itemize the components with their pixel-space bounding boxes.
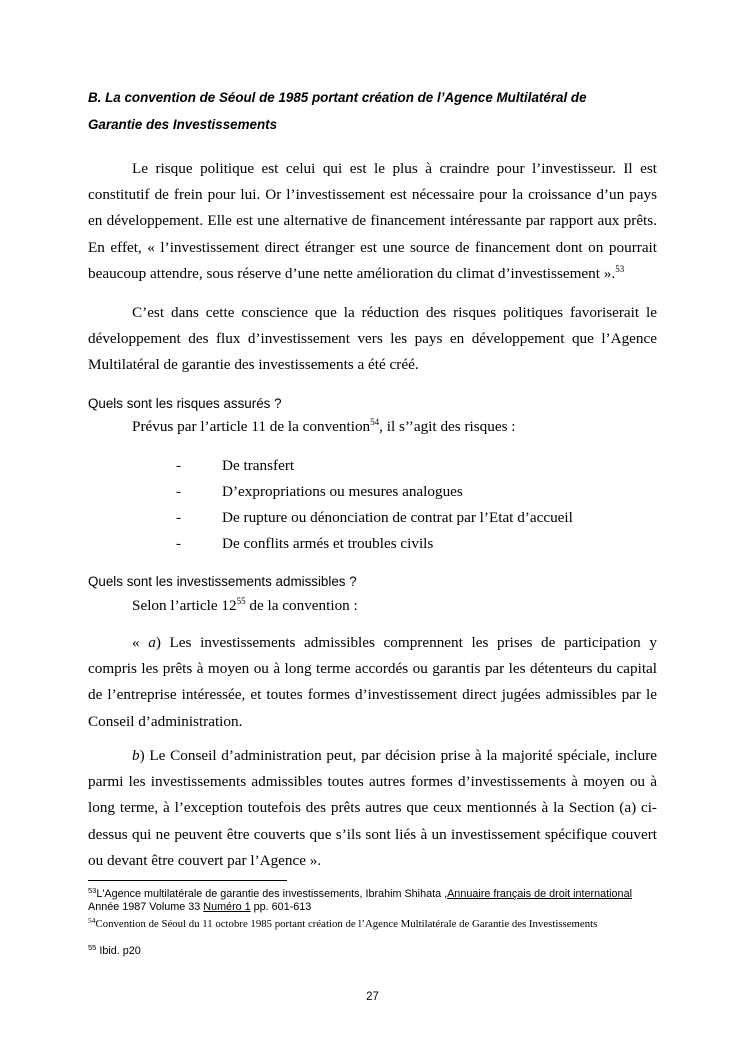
quote-letter-a: a [148, 634, 156, 651]
quote-letter-b: b [132, 747, 140, 764]
heading-line-2: Garantie des Investissements [88, 117, 278, 132]
list-dash: - [176, 457, 182, 474]
section-heading [88, 84, 668, 138]
footnote-53-number: 53 [88, 886, 97, 895]
question-investments: Quels sont les investissements admissibles ? [88, 574, 357, 589]
page-number: 27 [366, 991, 379, 1003]
footnote-ref-55[interactable]: 55 [236, 596, 246, 606]
risks-intro-tail: , il s’’agit des risques : [379, 418, 516, 435]
footnote-54 [88, 918, 663, 931]
footnote-54-text: Convention de Séoul du 11 octobre 1985 portant création de l’Agence Multilatérale de Garantie des Investissements [95, 918, 598, 930]
footnote-53-volume: Année 1987 Volume 33 [88, 901, 204, 913]
investments-intro-text: Selon l’article 12 [132, 597, 237, 614]
quote-b-text: ) Le Conseil d’administration peut, par décision prise à la majorité spéciale, inclure parmi les investissements admissibles toutes autres formes d’investissements à moyen ou à long terme, à l’exception toutefois des prêts autres que ceux mentionnés à la Section (a) ci-dessus qui ne peuvent être couverts que s’ils sont liés à un investissement spécifique couvert ou devant être couvert par l’Agence ». [88, 747, 657, 869]
paragraph-2: C’est dans cette conscience que la réduction des risques politiques favoriserait le développement des flux d’investissement vers les pays en développement que l’Agence Multilatéral de garantie des investissements a été créé. [88, 304, 657, 374]
footnote-53-pages: pp. 601-613 [250, 901, 312, 913]
risks-intro [132, 417, 516, 437]
risk-item-text: De rupture ou dénonciation de contrat par l’Etat d’accueil [222, 509, 573, 526]
footnote-55 [88, 945, 663, 958]
footnote-ref-54[interactable]: 54 [370, 417, 380, 427]
footnote-ref-53[interactable]: 53 [615, 263, 625, 274]
quote-open: « [132, 634, 149, 651]
risks-intro-text: Prévus par l’article 11 de la convention [132, 418, 371, 435]
risk-item-text: De transfert [222, 457, 295, 474]
footnote-54-number: 54 [88, 916, 96, 925]
footnote-55-text: Ibid. p20 [96, 945, 141, 957]
quote-paragraph-b [88, 743, 657, 874]
footnote-53-text: L'Agence multilatérale de garantie des investissements, Ibrahim Shihata , [96, 888, 448, 900]
footnote-53-journal-link[interactable]: Annuaire français de droit international [447, 888, 632, 900]
risk-item-text: D’expropriations ou mesures analogues [222, 483, 463, 500]
question-risks: Quels sont les risques assurés ? [88, 396, 282, 411]
investments-intro-tail: de la convention : [245, 597, 358, 614]
investments-intro [132, 596, 358, 616]
quote-a-text: ) Les investissements admissibles comprennent les prises de participation y compris les prêts à moyen ou à long terme accordés ou garantis par les détenteurs du capital de l’entreprise intéressée, et toutes formes d’investissement direct jugées admissibles par le Conseil d’administration. [88, 634, 658, 730]
risk-item-text: De conflits armés et troubles civils [222, 535, 434, 552]
footnote-53-issue-link[interactable]: Numéro 1 [203, 901, 251, 913]
list-dash: - [176, 483, 182, 500]
paragraph-1 [88, 156, 657, 287]
footnote-separator [88, 880, 287, 881]
quote-paragraph-a [88, 630, 657, 735]
footnote-53 [88, 888, 663, 914]
paragraph-1-text: Le risque politique est celui qui est le plus à craindre pour l’investisseur. Il est constitutif de frein pour lui. Or l’investissement est nécessaire pour la croissance d’un pays en développement. Elle est une alternative de financement intéressante par rapport aux prêts. En effet, « l’investissement direct étranger est une source de financement dont on pourrait beaucoup attendre, sous réserve d’une nette amélioration du climat d’investissement ». [88, 160, 657, 282]
heading-line-1: B. La convention de Séoul de 1985 portant création de l’Agence Multilatéral de [88, 90, 587, 105]
list-dash: - [176, 509, 182, 526]
list-dash: - [176, 535, 182, 552]
footnote-55-number: 55 [88, 943, 97, 952]
